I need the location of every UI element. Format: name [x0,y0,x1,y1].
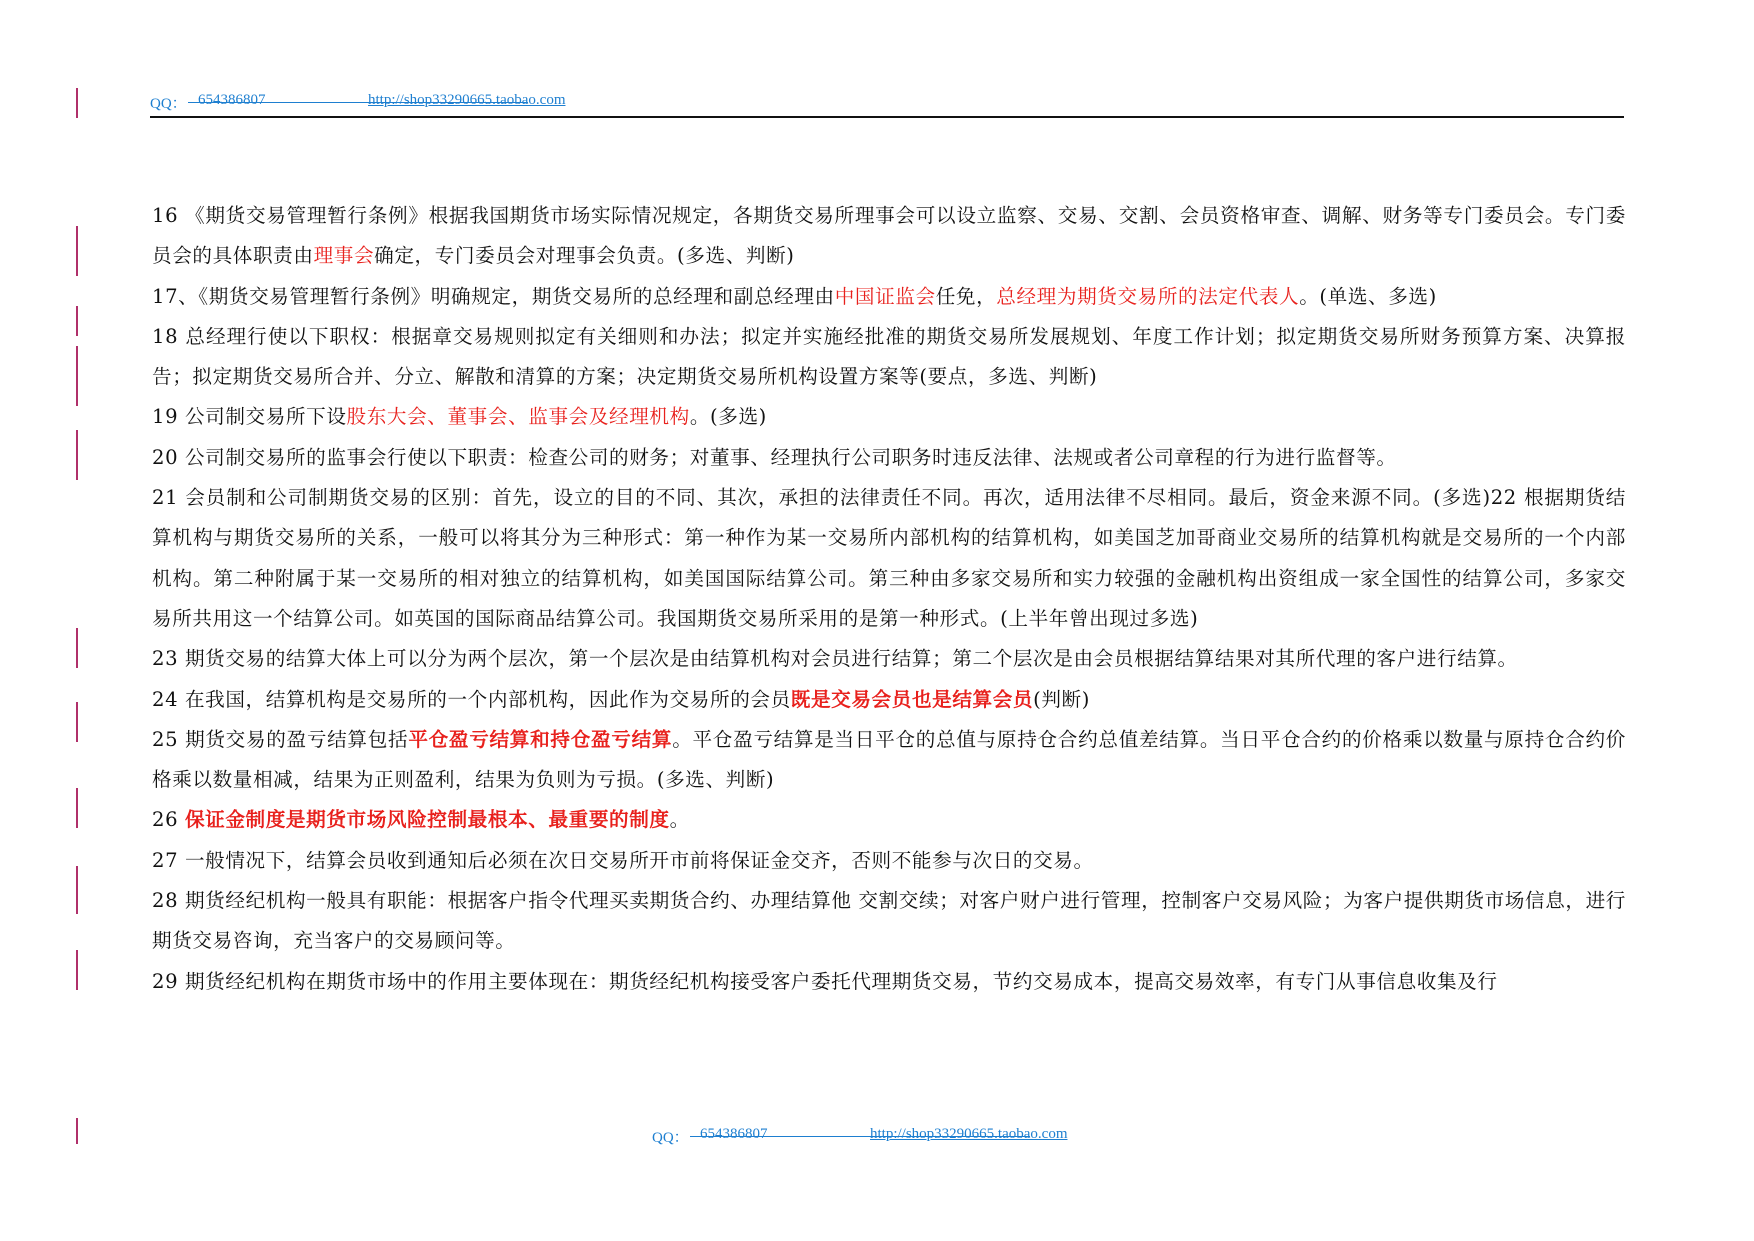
paragraph-20: 20 公司制交易所的监事会行使以下职责：检查公司的财务；对董事、经理执行公司职务时违反法律、法规或者公司章程的行为进行监督等。 [152,445,1397,469]
p26-number: 26 [152,808,185,832]
paragraph-18: 18 总经理行使以下职权：根据章交易规则拟定有关细则和办法；拟定并实施经批准的期货交易所发展规划、年度工作计划；拟定期货交易所财务预算方案、决算报告；拟定期货交易所合并、分立、解散和清算的方案；决定期货交易所机构设置方案等(要点，多选、判断) [152,324,1626,389]
margin-mark [76,702,78,742]
p24-highlight: 既是交易会员也是结算会员 [790,687,1034,711]
p17-text: 17、《期货交易管理暂行条例》明确规定，期货交易所的总经理和副总经理由 [152,284,835,308]
p19-text: 19 公司制交易所下设 [152,405,347,429]
p16-text: 16 《期货交易管理暂行条例》根据我国期货市场实际情况规定，各期货交易所理事会可以设立监察、交易、交割、会员资格审查、调解、财务等专门委员会。专门委员会的具体职责由 [152,204,1626,268]
paragraph-23: 23 期货交易的结算大体上可以分为两个层次，第一个层次是由结算机构对会员进行结算；第二个层次是由会员根据结算结果对其所代理的客户进行结算。 [152,647,1518,671]
p17-highlight-1: 中国证监会 [834,284,936,308]
p16-highlight: 理事会 [313,244,375,268]
p25-text: 25 期货交易的盈亏结算包括 [152,727,409,751]
p26-tail: 。 [669,808,690,832]
document-body [152,196,1626,1002]
p25-tail: 。平仓盈亏结算是当日平仓的总值与原持仓合约总值差结算。当日平仓合约的价格乘以数量与原持仓合约价格乘以数量相减，结果为正则盈利，结果为负则为亏损。(多选、判断) [152,727,1626,792]
margin-mark [76,950,78,990]
margin-mark [76,306,78,336]
p24-tail: (判断) [1033,687,1090,711]
margin-mark [76,346,78,406]
margin-mark [76,1118,78,1144]
paragraph-19 [152,397,1626,437]
margin-mark [76,866,78,914]
p19-tail: 。(多选) [689,405,767,429]
p17-mid: 任免， [935,284,997,308]
header-qq-label: QQ： [150,96,187,112]
p26-highlight: 保证金制度是期货市场风险控制最根本、最重要的制度 [184,808,670,832]
paragraph-25 [152,720,1626,801]
p25-highlight: 平仓盈亏结算和持仓盈亏结算 [408,727,673,751]
margin-mark [76,88,78,118]
p16-tail: 确定，专门委员会对理事会负责。(多选、判断) [374,244,795,268]
margin-mark [76,226,78,276]
paragraph-17 [152,277,1626,317]
header-rule [150,116,1624,118]
margin-mark [76,430,78,480]
page-header [150,92,1624,114]
p17-highlight-2: 总经理为期货交易所的法定代表人 [996,284,1300,308]
page-footer [652,1126,1212,1148]
footer-shop-link[interactable]: http://shop33290665.taobao.com [870,1126,1068,1142]
paragraph-27: 27 一般情况下，结算会员收到通知后必须在次日交易所开市前将保证金交齐，否则不能参与次日的交易。 [152,848,1094,872]
paragraph-26 [152,800,1626,840]
footer-qq-label: QQ： [652,1130,689,1146]
paragraph-29: 29 期货经纪机构在期货市场中的作用主要体现在：期货经纪机构接受客户委托代理期货交易，节约交易成本，提高交易效率，有专门从事信息收集及行 [152,969,1498,993]
margin-mark [76,628,78,668]
footer-qq-number: 654386807 [700,1126,768,1142]
header-qq-number: 654386807 [198,92,266,108]
paragraph-28: 28 期货经纪机构一般具有职能：根据客户指令代理买卖期货合约、办理结算他 交割交续；对客户财户进行管理，控制客户交易风险；为客户提供期货市场信息，进行期货交易咨询，充当客户的交易顾问等。 [152,889,1626,953]
header-shop-link[interactable]: http://shop33290665.taobao.com [368,92,566,108]
p17-tail: 。(单选、多选) [1299,284,1437,308]
margin-mark [76,788,78,828]
paragraph-16 [152,196,1626,277]
p24-text: 24 在我国，结算机构是交易所的一个内部机构，因此作为交易所的会员 [152,687,791,711]
p19-highlight: 股东大会、董事会、监事会及经理机构 [346,405,690,429]
paragraph-24 [152,680,1626,720]
paragraph-21-22: 21 会员制和公司制期货交易的区别：首先，设立的目的不同、其次，承担的法律责任不同。再次，适用法律不尽相同。最后，资金来源不同。(多选)22 根据期货结算机构与期货交易所的关系，一般可以将其分为三种形式：第一种作为某一交易所内部机构的结算机构，如美国芝加哥商业交易所的结算机构就是交易所的一个内部机构。第二种附属于某一交易所的相对独立的结算机构，如美国国际结算公司。第三种由多家交易所和实力较强的金融机构出资组成一家全国性的结算公司，多家交易所共用这一个结算公司。如英国的国际商品结算公司。我国期货交易所采用的是第一种形式。(上半年曾出现过多选) [152,486,1626,630]
